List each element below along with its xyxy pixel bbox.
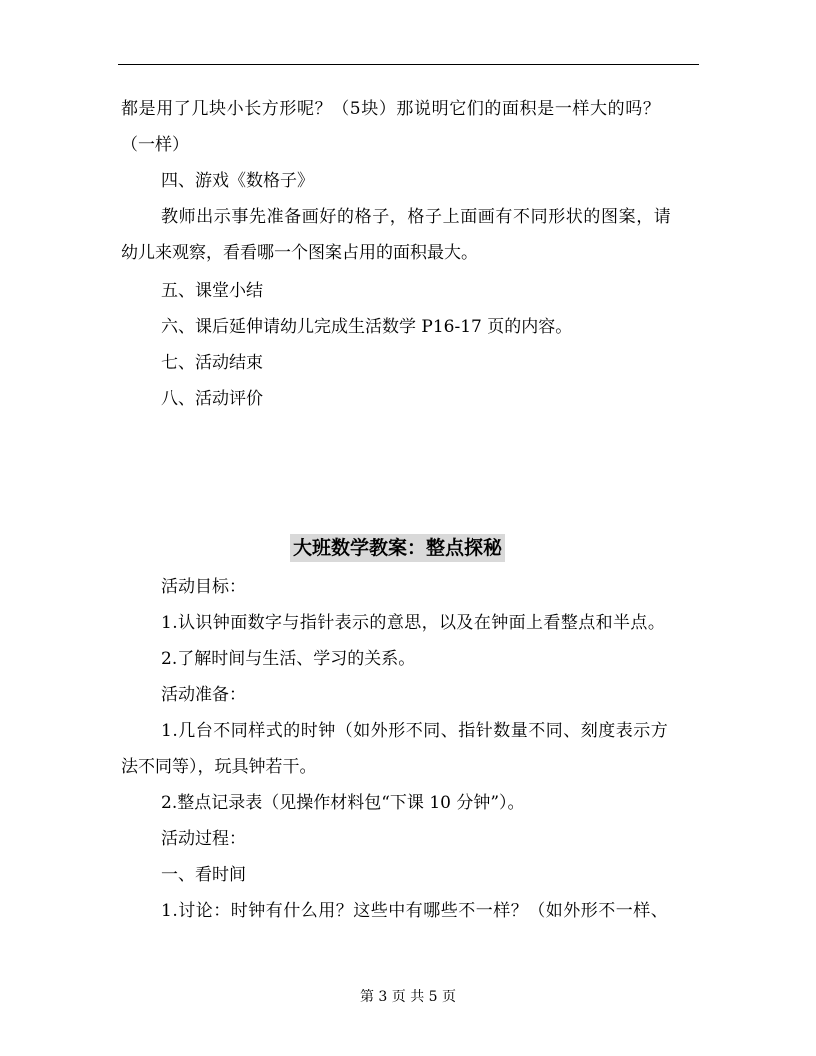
body-line: 1.几台不同样式的时钟（如外形不同、指针数量不同、刻度表示方 (161, 721, 669, 741)
section-heading: 七、活动结束 (161, 353, 263, 373)
body-line: 1.认识钟面数字与指针表示的意思，以及在钟面上看整点和半点。 (161, 613, 666, 633)
body-line: 2.了解时间与生活、学习的关系。 (161, 649, 416, 669)
subheading: 活动目标： (161, 577, 246, 597)
section-heading: 一、看时间 (161, 865, 246, 885)
body-line: （一样） (121, 135, 189, 155)
section-heading: 五、课堂小结 (161, 281, 263, 301)
lesson-title: 大班数学教案：整点探秘 (290, 534, 505, 562)
body-line: 教师出示事先准备画好的格子，格子上面画有不同形状的图案，请 (161, 207, 672, 227)
body-line: 幼儿来观察，看看哪一个图案占用的面积最大。 (121, 243, 478, 263)
body-line: 都是用了几块小长方形呢？（5块）那说明它们的面积是一样大的吗？ (121, 99, 661, 119)
subheading: 活动过程： (161, 829, 246, 849)
page-number: 第 3 页 共 5 页 (359, 989, 457, 1005)
section-heading: 八、活动评价 (161, 389, 263, 409)
body-line: 1.讨论：时钟有什么用？这些中有哪些不一样？（如外形不一样、 (161, 901, 669, 921)
section-heading: 四、游戏《数格子》 (161, 171, 314, 191)
section-heading: 六、课后延伸请幼儿完成生活数学 P16-17 页的内容。 (161, 317, 573, 337)
body-line: 2.整点记录表（见操作材料包“下课 10 分钟”）。 (161, 793, 525, 813)
header-rule (118, 64, 699, 65)
subheading: 活动准备： (161, 685, 246, 705)
body-line: 法不同等），玩具钟若干。 (121, 757, 317, 777)
